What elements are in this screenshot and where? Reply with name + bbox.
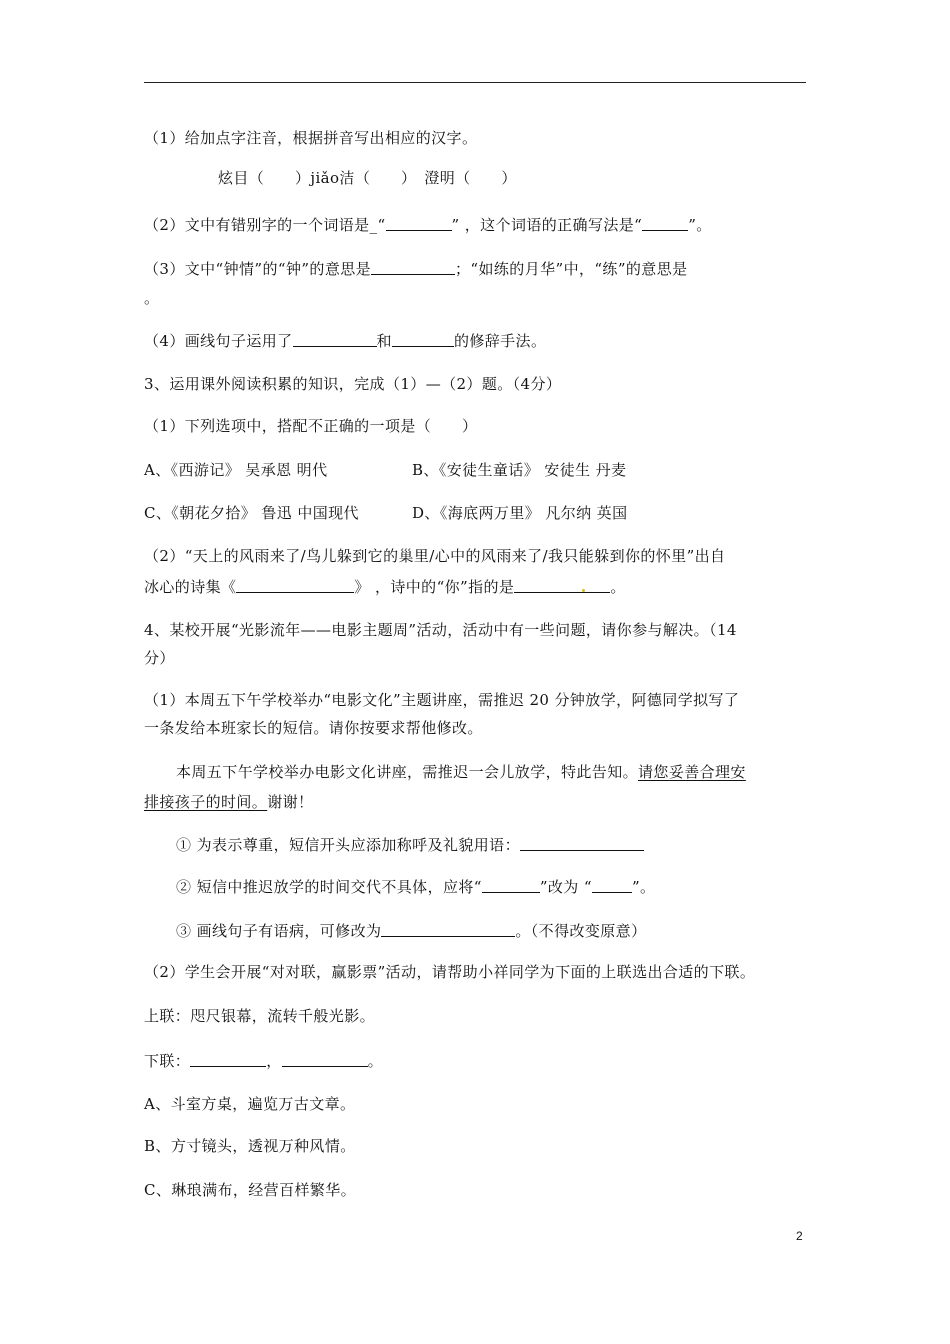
answer-blank[interactable]	[282, 1051, 368, 1067]
sms-draft-line1: 本周五下午学校举办电影文化讲座，需推迟一会儿放学，特此告知。请您妥善合理安	[176, 763, 746, 781]
couplet-first-line: 上联：咫尺银幕，流转千般光影。	[144, 1007, 376, 1025]
q2-wrong-word: （2）文中有错别字的一个词语是_“ ” ，这个词语的正确写法是“ ”。	[144, 216, 712, 234]
answer-blank[interactable]	[592, 877, 632, 893]
couplet-option-a: A、斗室方桌，遍览万古文章。	[144, 1095, 356, 1113]
sms-draft-line2: 排接孩子的时间。谢谢！	[144, 793, 314, 811]
option-a: A、《西游记》 吴承恩 明代	[144, 461, 328, 479]
sub-question-1: ① 为表示尊重，短信开头应添加称呼及礼貌用语：	[176, 834, 644, 855]
q4-rhetoric: （4）画线句子运用了 和 的修辞手法。	[144, 332, 547, 350]
answer-blank[interactable]	[482, 877, 540, 893]
couplet-second-line: 下联： ， 。	[144, 1052, 384, 1070]
q1-pinyin-items: 炫目（ ）jiǎo洁（ ） 澄明（ ）	[218, 169, 517, 187]
underlined-sentence-cont: 排接孩子的时间。	[144, 793, 268, 811]
answer-blank[interactable]	[236, 577, 354, 593]
answer-blank[interactable]	[293, 331, 377, 347]
header-rule	[144, 82, 806, 83]
q3-meaning: （3）文中“钟情”的“钟”的意思是 ；“如练的月华”中，“练”的意思是	[144, 260, 688, 278]
sec3-options-cd	[144, 503, 628, 523]
sec3-q2-line2: 冰心的诗集《 》 ，诗中的“你”指的是 。	[144, 578, 626, 596]
couplet-option-c: C、琳琅满布，经营百样繁华。	[144, 1181, 357, 1199]
sec4-q1-line2: 一条发给本班家长的短信。请你按要求帮他修改。	[144, 719, 483, 737]
option-d: D、《海底两万里》 凡尔纳 英国	[412, 504, 628, 522]
sec4-q1-line1: （1）本周五下午学校举办“电影文化”主题讲座，需推迟 20 分钟放学，阿德同学拟写了	[144, 691, 740, 709]
sub-question-3: ③ 画线句子有语病，可修改为 。（不得改变原意）	[176, 922, 647, 940]
section-4-title-cont: 分）	[144, 649, 175, 667]
sub-question-2: ② 短信中推迟放学的时间交代不具体，应将“ ”改为 “ ”。	[176, 878, 656, 896]
underlined-sentence: 请您妥善合理安	[638, 763, 746, 781]
answer-blank[interactable]	[371, 259, 455, 275]
mark-dot	[582, 589, 585, 592]
answer-blank[interactable]	[392, 331, 454, 347]
sec4-q2: （2）学生会开展“对对联，赢影票”活动，请帮助小祥同学为下面的上联选出合适的下联。	[144, 963, 756, 981]
couplet-option-b: B、方寸镜头，透视万种风情。	[144, 1137, 356, 1155]
q1-instruction: （1）给加点字注音，根据拼音写出相应的汉字。	[144, 129, 478, 147]
sec3-q2-line1: （2）“天上的风雨来了/鸟儿躲到它的巢里/心中的风雨来了/我只能躲到你的怀里”出自	[144, 547, 726, 565]
sec3-q1: （1）下列选项中，搭配不正确的一项是（ ）	[144, 417, 478, 435]
answer-blank[interactable]	[381, 921, 515, 937]
sec3-options-ab	[144, 460, 627, 480]
answer-blank[interactable]	[386, 215, 452, 231]
page-number: 2	[796, 1229, 803, 1243]
section-3-title: 3、运用课外阅读积累的知识，完成（1）—（2）题。（4分）	[144, 375, 562, 393]
answer-blank[interactable]	[514, 577, 610, 593]
q3-meaning-end: 。	[144, 289, 160, 307]
answer-blank[interactable]	[642, 215, 688, 231]
section-4-title: 4、某校开展“光影流年——电影主题周”活动，活动中有一些问题，请你参与解决。（14	[144, 621, 737, 639]
option-c: C、《朝花夕拾》 鲁迅 中国现代	[144, 504, 359, 522]
option-b: B、《安徒生童话》 安徒生 丹麦	[412, 461, 627, 479]
answer-blank[interactable]	[190, 1051, 266, 1067]
answer-blank[interactable]	[520, 835, 644, 851]
